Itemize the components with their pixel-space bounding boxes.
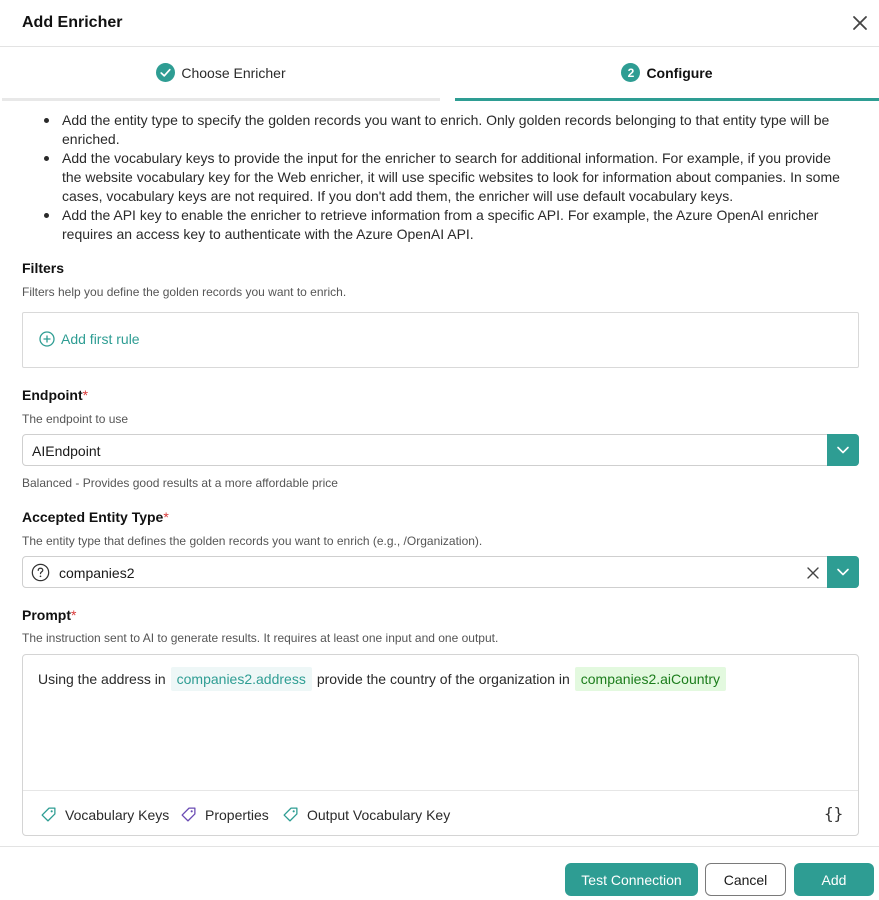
prompt-text[interactable] (38, 667, 731, 691)
vocabulary-keys-button[interactable] (40, 806, 169, 823)
prompt-text-part: provide the country of the organization in (316, 671, 570, 687)
chevron-down-icon (836, 565, 850, 579)
prompt-label-text: Prompt (22, 607, 71, 623)
tab-label: Choose Enricher (181, 64, 286, 81)
endpoint-dropdown-button[interactable] (827, 434, 859, 466)
entity-type-dropdown-button[interactable] (827, 556, 859, 588)
prompt-label (22, 607, 76, 623)
entity-type-label (22, 509, 169, 525)
add-rule-label: Add first rule (61, 331, 140, 347)
output-vocabulary-key-button[interactable] (282, 806, 450, 823)
vocabulary-keys-label: Vocabulary Keys (65, 806, 170, 823)
add-button[interactable]: Add (794, 863, 874, 896)
input-vocabulary-chip[interactable]: companies2.address (171, 667, 312, 691)
filters-label: Filters (22, 260, 65, 276)
dialog-header (0, 0, 879, 47)
tag-icon (282, 806, 299, 823)
step-number-badge: 2 (621, 63, 640, 82)
add-first-rule-button[interactable] (39, 331, 140, 347)
endpoint-label (22, 387, 88, 403)
close-icon[interactable] (848, 11, 872, 35)
list-item: Add the API key to enable the enricher to retrieve information from a specific API. For example, the Azure OpenAI enricher requires an access key to authenticate with the Azure OpenAI API. (44, 206, 854, 244)
question-circle-icon (31, 563, 50, 582)
tab-choose-enricher[interactable] (2, 47, 440, 101)
required-marker: * (82, 387, 89, 403)
close-icon[interactable] (805, 565, 821, 581)
code-braces-icon[interactable]: {} (824, 804, 844, 823)
filters-help: Filters help you define the golden records you want to enrich. (22, 285, 347, 299)
properties-button[interactable] (180, 806, 269, 823)
instructions-list (44, 111, 854, 244)
required-marker: * (71, 607, 77, 623)
entity-type-label-text: Accepted Entity Type (22, 509, 164, 525)
properties-label: Properties (205, 806, 269, 823)
tab-configure[interactable] (455, 47, 879, 101)
test-connection-button[interactable]: Test Connection (565, 863, 698, 896)
endpoint-value: AIEndpoint (32, 443, 101, 459)
endpoint-description: Balanced - Provides good results at a more affordable price (22, 476, 338, 490)
chevron-down-icon (836, 443, 850, 457)
wizard-steps (0, 47, 879, 101)
tag-icon (40, 806, 57, 823)
cancel-button[interactable]: Cancel (705, 863, 786, 896)
output-vocabulary-key-label: Output Vocabulary Key (307, 806, 451, 823)
tag-icon (180, 806, 197, 823)
tab-label: Configure (646, 64, 713, 81)
check-circle-icon (156, 63, 175, 82)
list-item: Add the entity type to specify the golden records you want to enrich. Only golden records belonging to that entity type will be enriched. (44, 111, 854, 149)
plus-circle-icon (39, 331, 55, 347)
list-item: Add the vocabulary keys to provide the input for the enricher to search for additional information. For example, if you provide the website vocabulary key for the Web enricher, it will use specific websites to look for information about companies. In some cases, vocabulary keys are not required. If you don't add them, the enricher will use default vocabulary keys. (44, 149, 854, 206)
entity-type-value: companies2 (59, 565, 135, 581)
filters-box (22, 312, 859, 368)
output-vocabulary-chip[interactable]: companies2.aiCountry (575, 667, 726, 691)
entity-type-help: The entity type that defines the golden records you want to enrich (e.g., /Organization). (22, 534, 483, 548)
entity-type-select[interactable] (22, 556, 859, 588)
endpoint-select[interactable] (22, 434, 859, 466)
required-marker: * (163, 509, 169, 525)
endpoint-help: The endpoint to use (22, 412, 129, 426)
prompt-text-part: Using the address in (38, 671, 166, 687)
dialog-footer (0, 846, 879, 900)
prompt-editor[interactable] (22, 654, 859, 836)
prompt-toolbar (23, 790, 858, 836)
endpoint-label-text: Endpoint (22, 387, 83, 403)
prompt-help: The instruction sent to AI to generate results. It requires at least one input and one output. (22, 631, 499, 645)
dialog-title: Add Enricher (22, 14, 123, 31)
